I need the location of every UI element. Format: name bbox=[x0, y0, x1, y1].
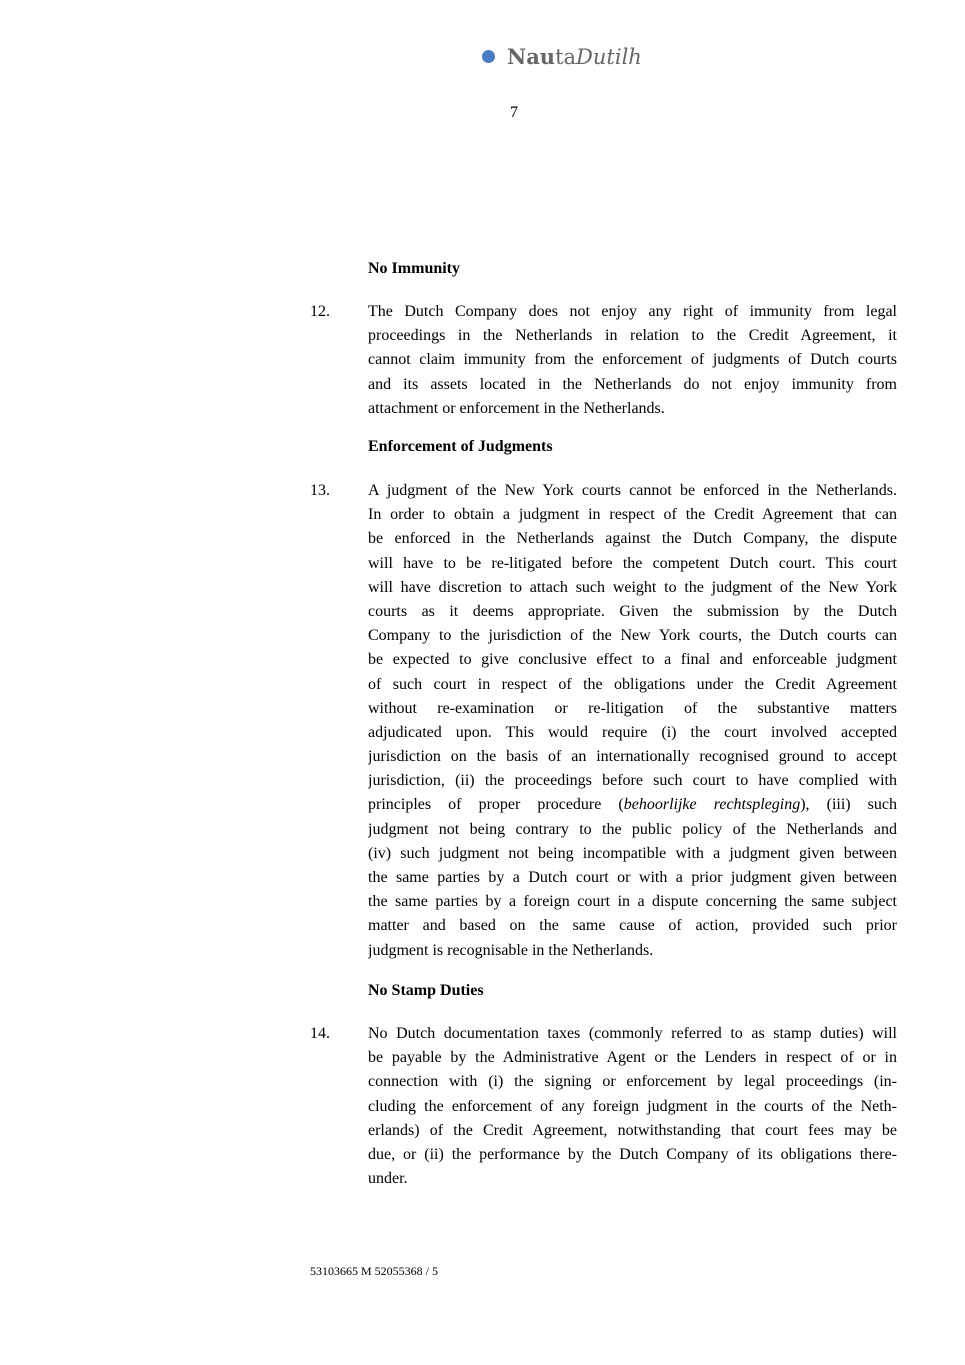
text-line: be enforced in the Netherlands against the Dutch Company, the dispute bbox=[368, 530, 897, 548]
paragraph-number: 13. bbox=[310, 482, 330, 499]
text-line: jurisdiction, (ii) the proceedings before such court to have complied with bbox=[368, 772, 897, 790]
text-line: jurisdiction on the basis of an internationally recognised ground to accept bbox=[368, 748, 897, 766]
paragraph-number: 12. bbox=[310, 303, 330, 320]
text-line: A judgment of the New York courts cannot be enforced in the Netherlands. bbox=[368, 482, 897, 499]
heading-no-immunity: No Immunity bbox=[368, 260, 461, 277]
text-line: In order to obtain a judgment in respect of the Credit Agreement that can bbox=[368, 506, 897, 524]
text-line: proceedings in the Netherlands in relation to the Credit Agreement, it bbox=[368, 327, 897, 345]
text-line-with-italic bbox=[368, 793, 897, 817]
paragraph-number: 14. bbox=[310, 1025, 330, 1042]
text-line: will have to be re-litigated before the competent Dutch court. This court bbox=[368, 554, 897, 572]
logo-part-dutilh: Dutilh bbox=[576, 45, 642, 69]
text-line: judgment not being contrary to the public policy of the Netherlands and bbox=[368, 820, 897, 838]
line-segment: principles of proper procedure ( bbox=[368, 796, 624, 814]
logo-dot-icon bbox=[482, 50, 495, 63]
logo-part-ta: ta bbox=[555, 45, 577, 69]
text-line: (iv) such judgment not being incompatible with a judgment given between bbox=[368, 844, 897, 862]
logo-part-nau: Nau bbox=[507, 44, 556, 69]
text-line: erlands) of the Credit Agreement, notwithstanding that court fees may be bbox=[368, 1121, 897, 1139]
text-line: the same parties by a foreign court in a dispute concerning the same subject bbox=[368, 893, 897, 911]
text-line: will have discretion to attach such weight to the judgment of the New York bbox=[368, 578, 897, 596]
logo-wordmark bbox=[507, 44, 642, 69]
text-line: be payable by the Administrative Agent or the Lenders in respect of or in bbox=[368, 1049, 897, 1067]
text-line: without re-examination or re-litigation of the substantive matters bbox=[368, 699, 897, 717]
paragraph-body bbox=[368, 479, 897, 963]
text-line: be expected to give conclusive effect to a final and enforceable judgment bbox=[368, 651, 897, 669]
paragraph-body bbox=[368, 1022, 897, 1191]
nautadutilh-logo bbox=[482, 44, 642, 69]
text-line: courts as it deems appropriate. Given the submission by the Dutch bbox=[368, 602, 897, 620]
page-number: 7 bbox=[510, 104, 518, 121]
text-line: the same parties by a Dutch court or with a prior judgment given between bbox=[368, 869, 897, 886]
text-line: connection with (i) the signing or enforcement by legal proceedings (in- bbox=[368, 1073, 897, 1091]
line-segment: ), (iii) such bbox=[800, 796, 897, 814]
text-line: adjudicated upon. This would require (i) the court involved accepted bbox=[368, 723, 897, 741]
document-reference: 53103665 M 52055368 / 5 bbox=[310, 1264, 439, 1278]
text-line: under. bbox=[368, 1170, 408, 1188]
heading-enforcement-of-judgments: Enforcement of Judgments bbox=[368, 438, 553, 455]
text-line: Company to the jurisdiction of the New York courts, the Dutch courts can bbox=[368, 627, 897, 645]
text-line: The Dutch Company does not enjoy any right of immunity from legal bbox=[368, 303, 897, 320]
heading-no-stamp-duties: No Stamp Duties bbox=[368, 982, 484, 999]
text-line: judgment is recognisable in the Netherlands. bbox=[368, 941, 654, 959]
text-line: and its assets located in the Netherlands do not enjoy immunity from bbox=[368, 375, 897, 393]
text-line: No Dutch documentation taxes (commonly referred to as stamp duties) will bbox=[368, 1025, 897, 1042]
italic-term: behoorlijke rechtspleging bbox=[623, 796, 801, 814]
text-line: cluding the enforcement of any foreign judgment in the courts of the Neth- bbox=[368, 1097, 897, 1115]
text-line: attachment or enforcement in the Netherlands. bbox=[368, 399, 665, 417]
paragraph-body bbox=[368, 300, 897, 421]
text-line: matter and based on the same cause of action, provided such prior bbox=[368, 917, 897, 935]
text-line: cannot claim immunity from the enforcement of judgments of Dutch courts bbox=[368, 351, 897, 369]
text-line: of such court in respect of the obligations under the Credit Agreement bbox=[368, 675, 897, 693]
text-line: due, or (ii) the performance by the Dutch Company of its obligations there- bbox=[368, 1145, 897, 1163]
